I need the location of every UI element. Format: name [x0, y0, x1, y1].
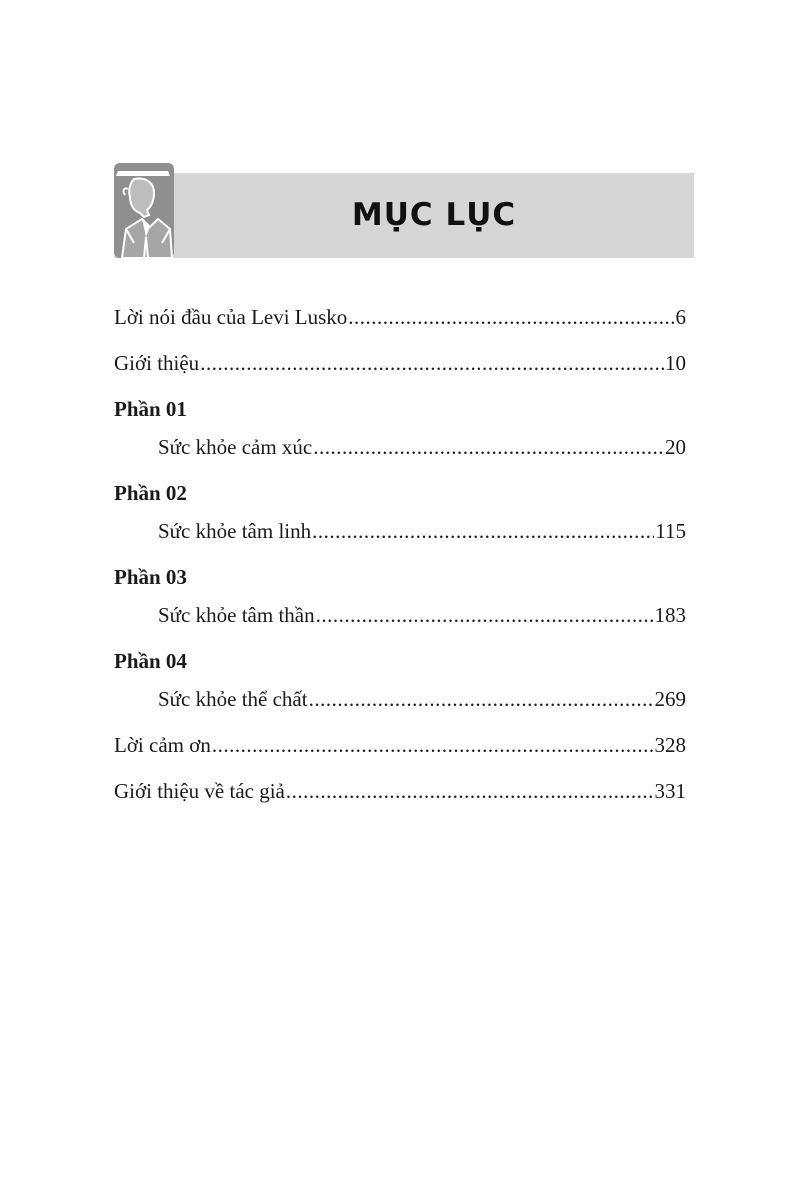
toc-entry-title: Lời cảm ơn: [114, 733, 211, 757]
part-heading: Phần 04: [114, 649, 187, 673]
toc-entry-title: Giới thiệu: [114, 351, 200, 375]
toc-entry-page: 6: [675, 305, 686, 329]
dot-leader: [286, 772, 654, 810]
toc-chapter-entry[interactable]: [114, 512, 686, 550]
part-heading: Phần 02: [114, 481, 187, 505]
toc-chapter-entry[interactable]: [114, 596, 686, 634]
toc-entry-page: 20: [665, 435, 686, 459]
toc-entry-title: Sức khỏe cảm xúc: [158, 435, 313, 459]
toc-entry[interactable]: [114, 298, 686, 336]
toc-entry-page: 183: [654, 603, 686, 627]
toc-entry-title: Sức khỏe tâm linh: [158, 519, 312, 543]
page-title: MỤC LỤC: [351, 197, 517, 233]
toc-entry-page: 115: [655, 519, 686, 543]
toc-entry-page: 328: [654, 733, 686, 757]
toc-entry[interactable]: [114, 772, 686, 810]
toc-entry-page: 10: [665, 351, 686, 375]
table-of-contents: [114, 298, 686, 810]
dot-leader: [309, 680, 654, 718]
part-heading: Phần 01: [114, 397, 187, 421]
toc-chapter-entry[interactable]: [114, 680, 686, 718]
dot-leader: [200, 344, 664, 382]
toc-entry-title: Lời nói đầu của Levi Lusko: [114, 305, 348, 329]
toc-chapter-entry[interactable]: [114, 428, 686, 466]
toc-entry-title: Sức khỏe tâm thần: [158, 603, 315, 627]
toc-entry[interactable]: [114, 344, 686, 382]
part-heading: Phần 03: [114, 565, 187, 589]
toc-entry-page: 331: [654, 779, 686, 803]
dot-leader: [348, 298, 674, 336]
dot-leader: [212, 726, 654, 764]
toc-entry-title: Sức khỏe thể chất: [158, 687, 308, 711]
dot-leader: [312, 512, 654, 550]
dot-leader: [313, 428, 664, 466]
portrait-emblem-icon: [114, 163, 174, 258]
toc-entry[interactable]: [114, 726, 686, 764]
dot-leader: [316, 596, 654, 634]
toc-entry-title: Giới thiệu về tác giả: [114, 779, 285, 803]
toc-entry-page: 269: [654, 687, 686, 711]
